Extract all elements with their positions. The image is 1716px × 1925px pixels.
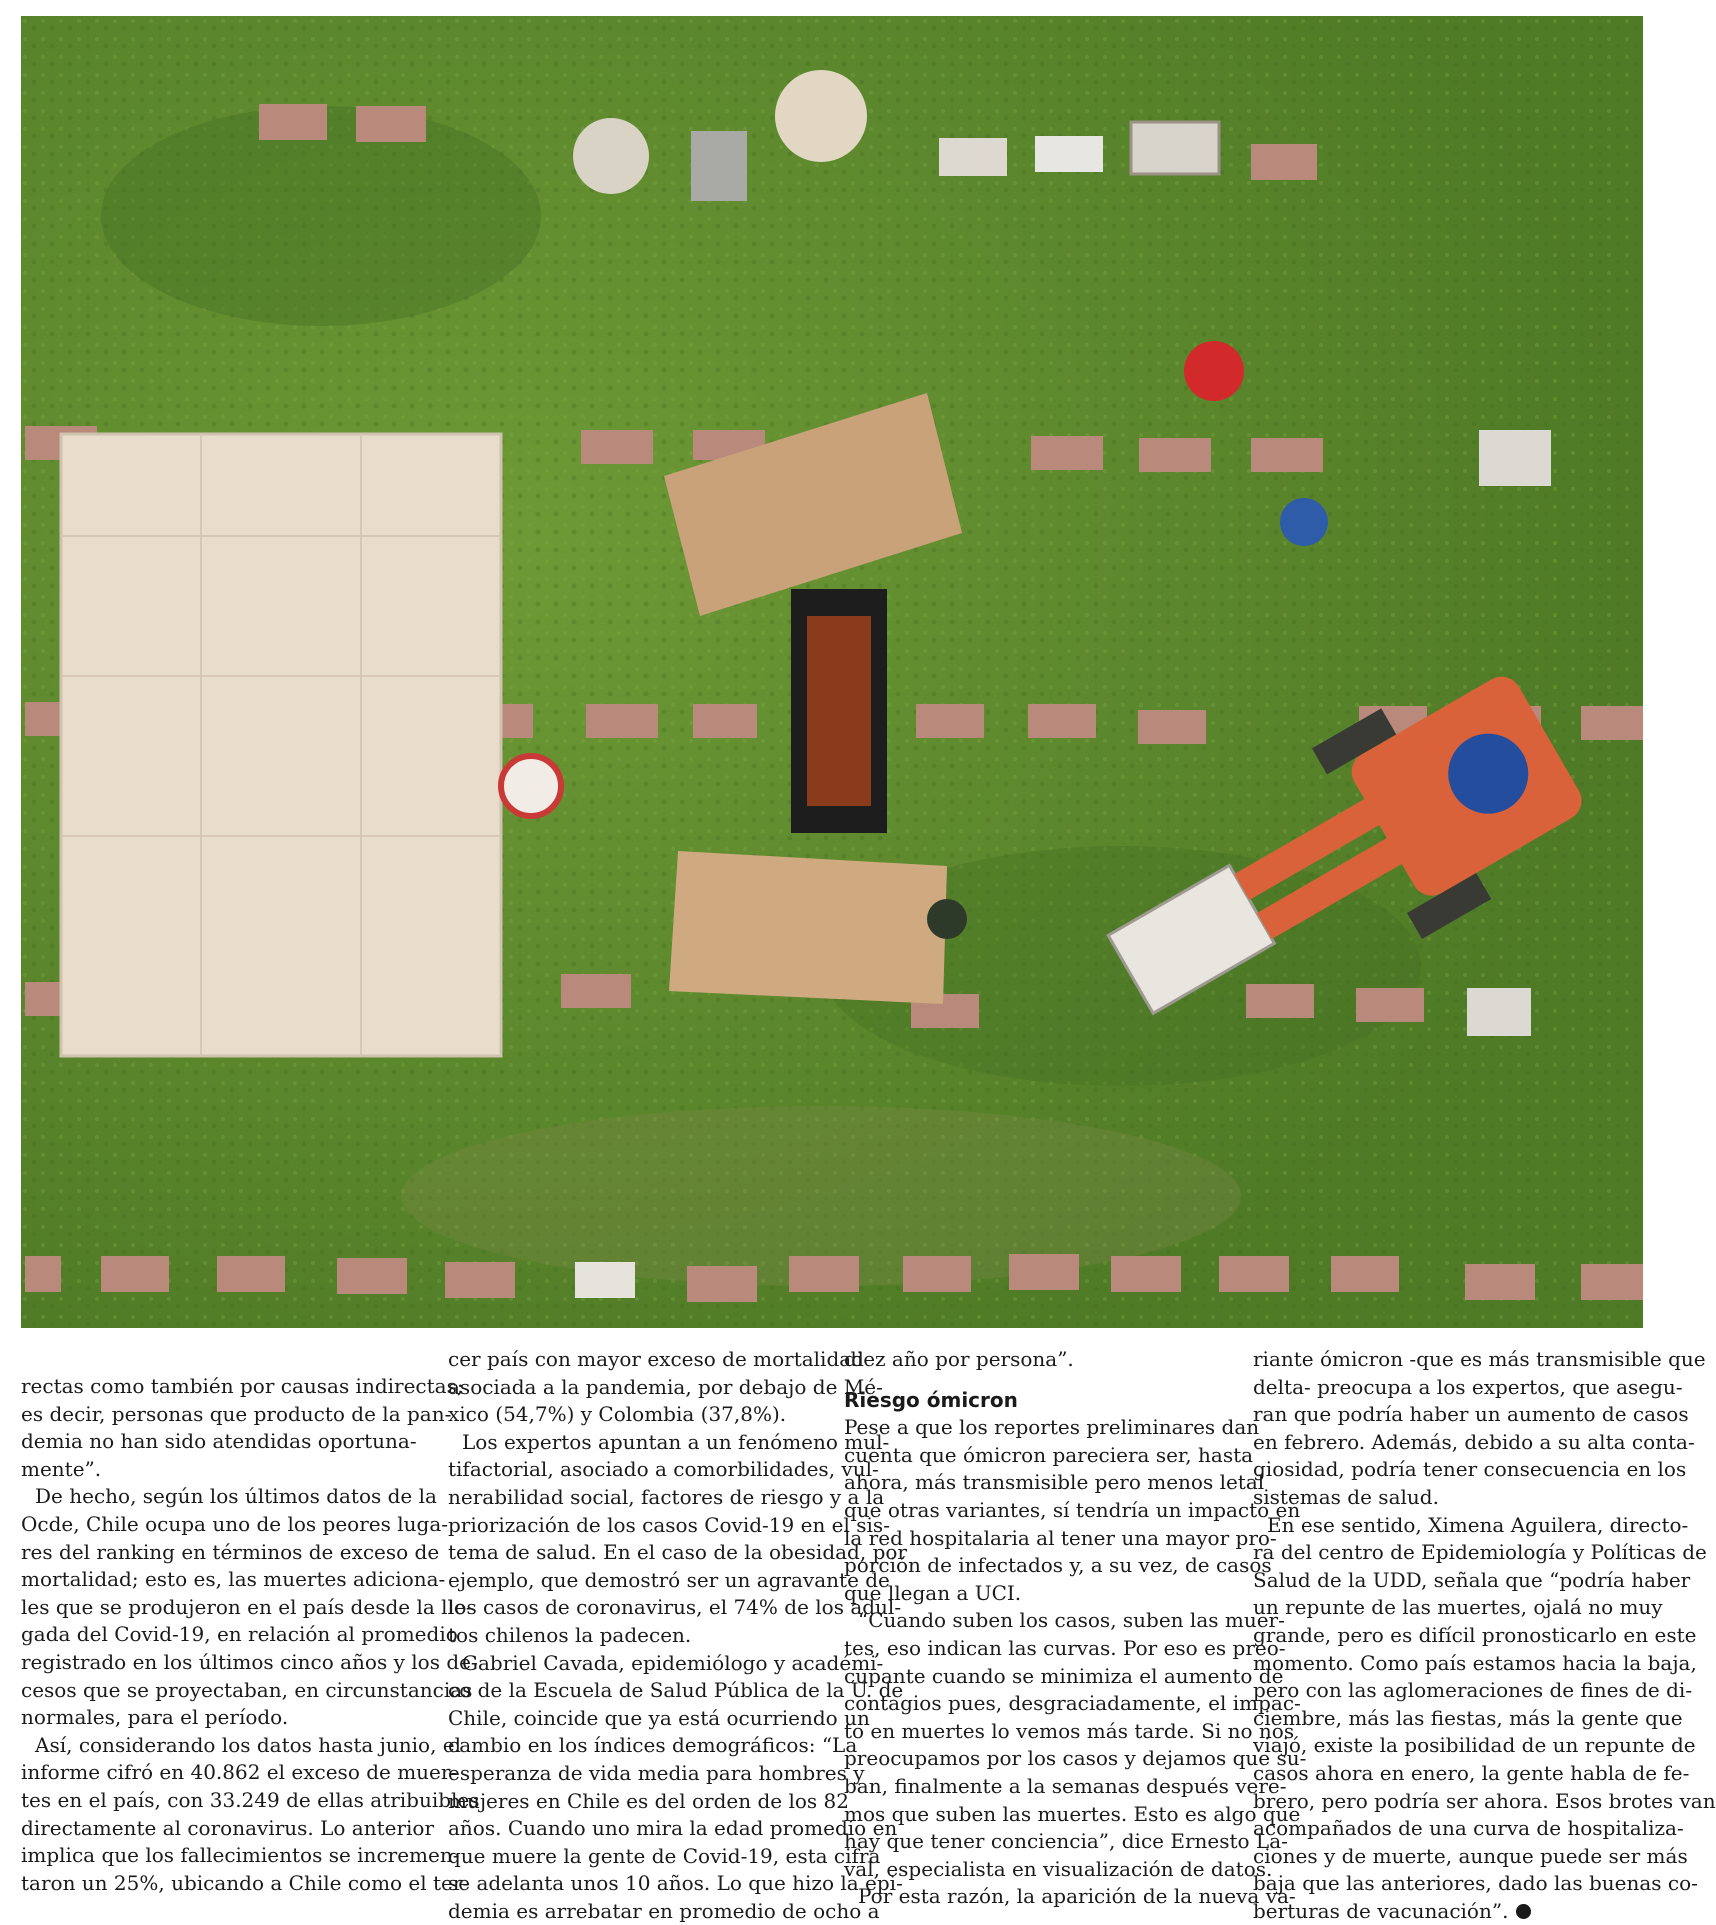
column-line: baja que las anteriores, dado las buenas co- [1253,1871,1698,1896]
column-line: berturas de vacunación”. [1253,1898,1643,1925]
column-line: taron un 25%, ubicando a Chile como el ter- [21,1870,470,1895]
column-line: preocupamos por los casos y dejamos que su- [844,1746,1307,1771]
column-line: cupante cuando se minimiza el aumento de [844,1663,1284,1688]
column-line: Pese a que los reportes preliminares dan [844,1415,1260,1440]
column-line: delta- preocupa a los expertos, que asegu- [1253,1374,1683,1399]
column-line: momento. Como país estamos hacia la baja, [1253,1650,1697,1675]
column-line: asociada a la pandemia, por debajo de Mé- [448,1374,883,1399]
column-line: brero, pero podría ser ahora. Esos brotes van [1253,1788,1716,1813]
column-line: ban, finalmente a la semanas después vere- [844,1773,1287,1798]
column-line: la red hospitalaria al tener una mayor pro- [844,1525,1277,1550]
aerial-cemetery-photo [21,16,1643,1328]
column-line: mortalidad; esto es, las muertes adiciona- [21,1567,446,1592]
column-line: un repunte de las muertes, ojalá no muy [1253,1595,1663,1620]
column-line: porción de infectados y, a su vez, de casos [844,1553,1272,1578]
section-heading: Riesgo ómicron [844,1387,1018,1412]
column-line: ran que podría haber un aumento de casos [1253,1402,1689,1427]
column-line: cer país con mayor exceso de mortalidad [448,1347,864,1371]
column-line: mente”. [21,1456,102,1481]
column-line: cuenta que ómicron pareciera ser, hasta [844,1442,1254,1467]
column-line: riante ómicron -que es más transmisible que [1253,1347,1706,1371]
column-line: pero con las aglomeraciones de fines de di- [1253,1678,1693,1703]
column-line: años. Cuando uno mira la edad promedio en [448,1816,898,1841]
column-line: ciones y de muerte, aunque puede ser más [1253,1843,1688,1868]
column-line: ciembre, más las fiestas, más la gente que [1253,1705,1683,1730]
column-line: que llegan a UCI. [844,1580,1022,1605]
column-line: esperanza de vida media para hombres y [448,1760,865,1785]
column-line: priorización de los casos Covid-19 en el sis- [448,1512,890,1537]
column-line: cesos que se proyectaban, en circunstancias [21,1677,473,1702]
column-line: Los expertos apuntan a un fenómeno mul- [462,1429,890,1454]
column-line: grande, pero es difícil pronosticarlo en este [1253,1622,1697,1647]
column-line: tifactorial, asociado a comorbilidades, vul- [448,1457,879,1482]
column-line: En ese sentido, Ximena Aguilera, directo- [1267,1512,1689,1537]
article-column-3 [844,1346,1307,1911]
column-line: casos ahora en enero, la gente habla de fe- [1253,1760,1690,1785]
end-of-article-icon [1516,1904,1531,1919]
column-line: giosidad, podría tener consecuencia en los [1253,1457,1687,1482]
column-line: acompañados de una curva de hospitaliza- [1253,1816,1684,1841]
article-column-2 [448,1346,907,1925]
column-line: registrado en los últimos cinco años y los de- [21,1649,478,1674]
column-line: demia es arrebatar en promedio de ocho a [448,1898,880,1923]
column-line: ejemplo, que demostró ser un agravante de [448,1567,890,1592]
column-line: Salud de la UDD, señala que “podría haber [1253,1567,1691,1592]
column-line: informe cifró en 40.862 el exceso de muer- [21,1760,458,1785]
column-line: es decir, personas que producto de la pan- [21,1401,452,1426]
column-line: nerabilidad social, factores de riesgo y a la [448,1484,885,1509]
column-line: ra del centro de Epidemiología y Políticas de [1253,1540,1707,1565]
article-body [21,1346,1716,1923]
column-line: rectas como también por causas indirectas; [21,1374,464,1398]
column-line: contagios pues, desgraciadamente, el impac- [844,1691,1301,1716]
column-line: tes, eso indican las curvas. Por eso es preo- [844,1635,1286,1660]
photo-illustration [21,16,1643,1328]
column-line: tes en el país, con 33.249 de ellas atribuibles [21,1787,480,1812]
column-line: gada del Covid-19, en relación al promedio [21,1622,458,1647]
article-column-1 [21,1373,480,1897]
column-line: directamente al coronavirus. Lo anterior [21,1815,435,1840]
column-line: diez año por persona”. [844,1347,1074,1371]
column-line: ahora, más transmisible pero menos letal [844,1470,1265,1495]
column-line: Chile, coincide que ya está ocurriendo un [448,1705,870,1730]
column-line: val, especialista en visualización de datos. [844,1856,1273,1881]
column-line: cambio en los índices demográficos: “La [448,1733,858,1758]
column-line: Ocde, Chile ocupa uno de los peores luga- [21,1511,449,1536]
column-line: se adelanta unos 10 años. Lo que hizo la epi- [448,1871,903,1896]
column-line: implica que los fallecimientos se incremen- [21,1843,460,1868]
column-line: les que se produjeron en el país desde la lle- [21,1594,473,1619]
column-line: sistemas de salud. [1253,1484,1439,1509]
column-line: mujeres en Chile es del orden de los 82 [448,1788,849,1813]
column-line: viajó, existe la posibilidad de un repunte de [1253,1733,1696,1758]
column-line: tos chilenos la padecen. [448,1622,692,1647]
column-line: demia no han sido atendidas oportuna- [21,1429,417,1454]
column-line: to en muertes lo vemos más tarde. Si no nos [844,1718,1295,1743]
column-line: res del ranking en términos de exceso de [21,1539,440,1564]
column-line: hay que tener conciencia”, dice Ernesto La- [844,1829,1288,1854]
canopy-tent [61,434,501,1056]
column-line: normales, para el período. [21,1705,289,1730]
column-line: xico (54,7%) y Colombia (37,8%). [448,1402,787,1427]
column-line: que muere la gente de Covid-19, esta cifra [448,1843,881,1868]
article-column-4 [1253,1346,1716,1925]
column-line: co de la Escuela de Salud Pública de la U. de [448,1678,904,1703]
column-line: mos que suben las muertes. Esto es algo que [844,1801,1301,1826]
column-line: los casos de coronavirus, el 74% de los adul- [448,1595,902,1620]
column-line: en febrero. Además, debido a su alta conta- [1253,1429,1695,1454]
column-line: tema de salud. En el caso de la obesidad, por [448,1540,907,1565]
column-line: que otras variantes, sí tendría un impacto en [844,1497,1301,1522]
column-line: Así, considerando los datos hasta junio, el [35,1732,462,1757]
column-line: De hecho, según los últimos datos de la [35,1484,437,1509]
column-line: “Cuando suben los casos, suben las muer- [858,1608,1285,1633]
column-line: Gabriel Cavada, epidemiólogo y académi- [462,1650,884,1675]
column-line: Por esta razón, la aparición de la nueva va- [858,1884,1296,1909]
